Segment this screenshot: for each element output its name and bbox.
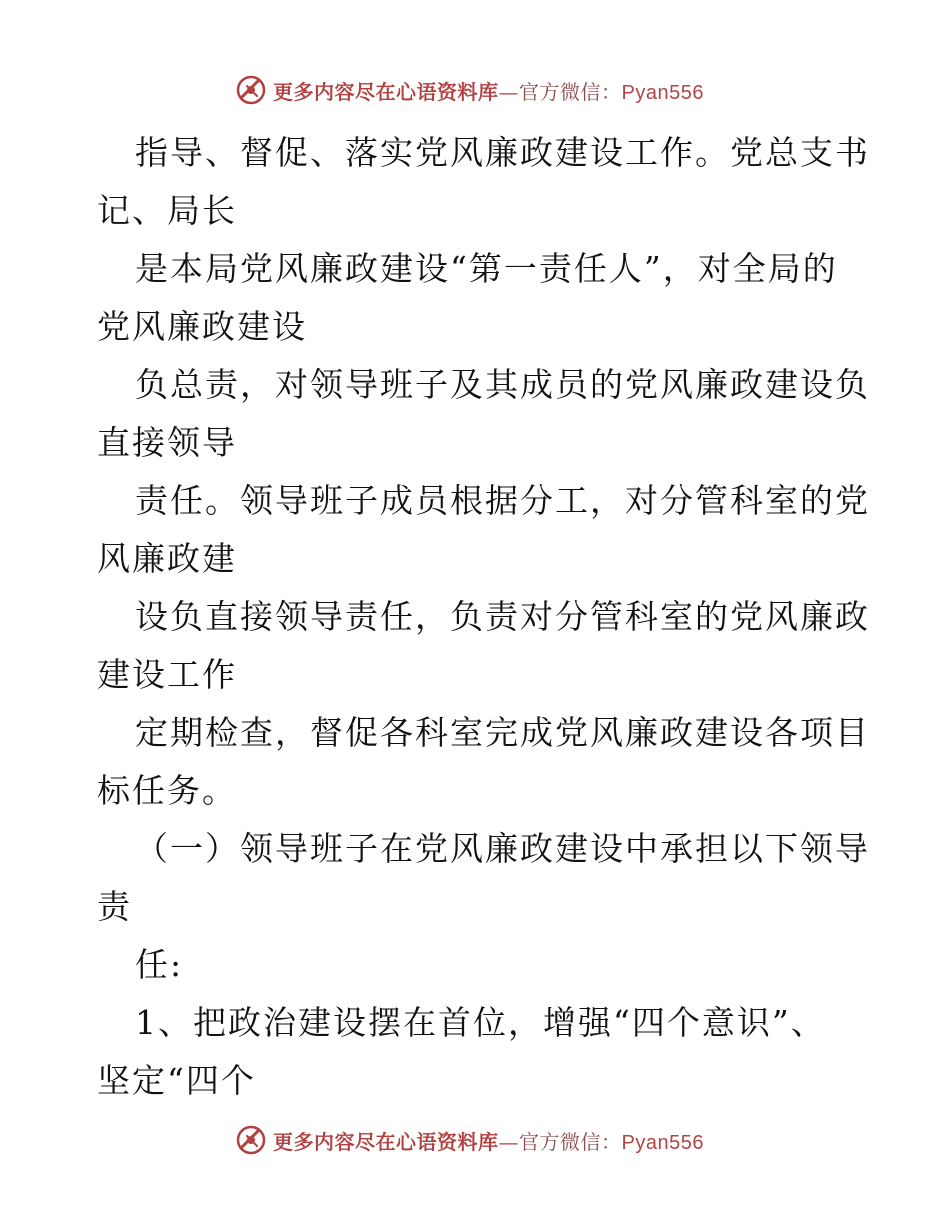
banner-lead: 更多内容尽在心语资料库	[273, 1129, 499, 1154]
text-line: 设负直接领导责任，负责对分管科室的党风廉政	[135, 597, 870, 636]
seal-logo-icon	[235, 1124, 267, 1156]
text-line: 直接领导	[97, 423, 237, 462]
banner-wechat-id: Pyan556	[621, 81, 704, 104]
seal-logo-icon	[235, 74, 267, 106]
text-line: （一）领导班子在党风廉政建设中承担以下领导	[135, 829, 870, 868]
text-line: 责任。领导班子成员根据分工，对分管科室的党	[135, 481, 870, 520]
text-line: 指导、督促、落实党风廉政建设工作。党总支书	[135, 133, 870, 172]
text-line: 1、把政治建设摆在首位，增强“四个意识”、	[135, 1003, 826, 1042]
text-line: 是本局党风廉政建设“第一责任人”，对全局的	[135, 249, 838, 288]
banner-wechat-id: Pyan556	[621, 1131, 704, 1154]
banner-wechat-label: 官方微信：	[519, 1129, 622, 1154]
text-line: 记、局长	[97, 191, 237, 230]
footer-banner	[235, 1122, 704, 1158]
text-line: 责	[97, 887, 132, 926]
text-line: 任:	[135, 945, 184, 984]
text-line: 标任务。	[97, 771, 237, 810]
text-line: 风廉政建	[97, 539, 237, 578]
text-line: 坚定“四个	[97, 1061, 256, 1100]
text-line: 负总责，对领导班子及其成员的党风廉政建设负	[135, 365, 870, 404]
banner-dash: —	[498, 79, 519, 104]
text-line: 定期检查，督促各科室完成党风廉政建设各项目	[135, 713, 870, 752]
text-line: 党风廉政建设	[97, 307, 307, 346]
document-body	[97, 124, 870, 1110]
footer-banner-text	[273, 1126, 704, 1155]
header-banner	[235, 72, 704, 108]
header-banner-text	[273, 76, 704, 105]
text-line: 建设工作	[97, 655, 237, 694]
banner-dash: —	[498, 1129, 519, 1154]
banner-wechat-label: 官方微信：	[519, 79, 622, 104]
banner-lead: 更多内容尽在心语资料库	[273, 79, 499, 104]
